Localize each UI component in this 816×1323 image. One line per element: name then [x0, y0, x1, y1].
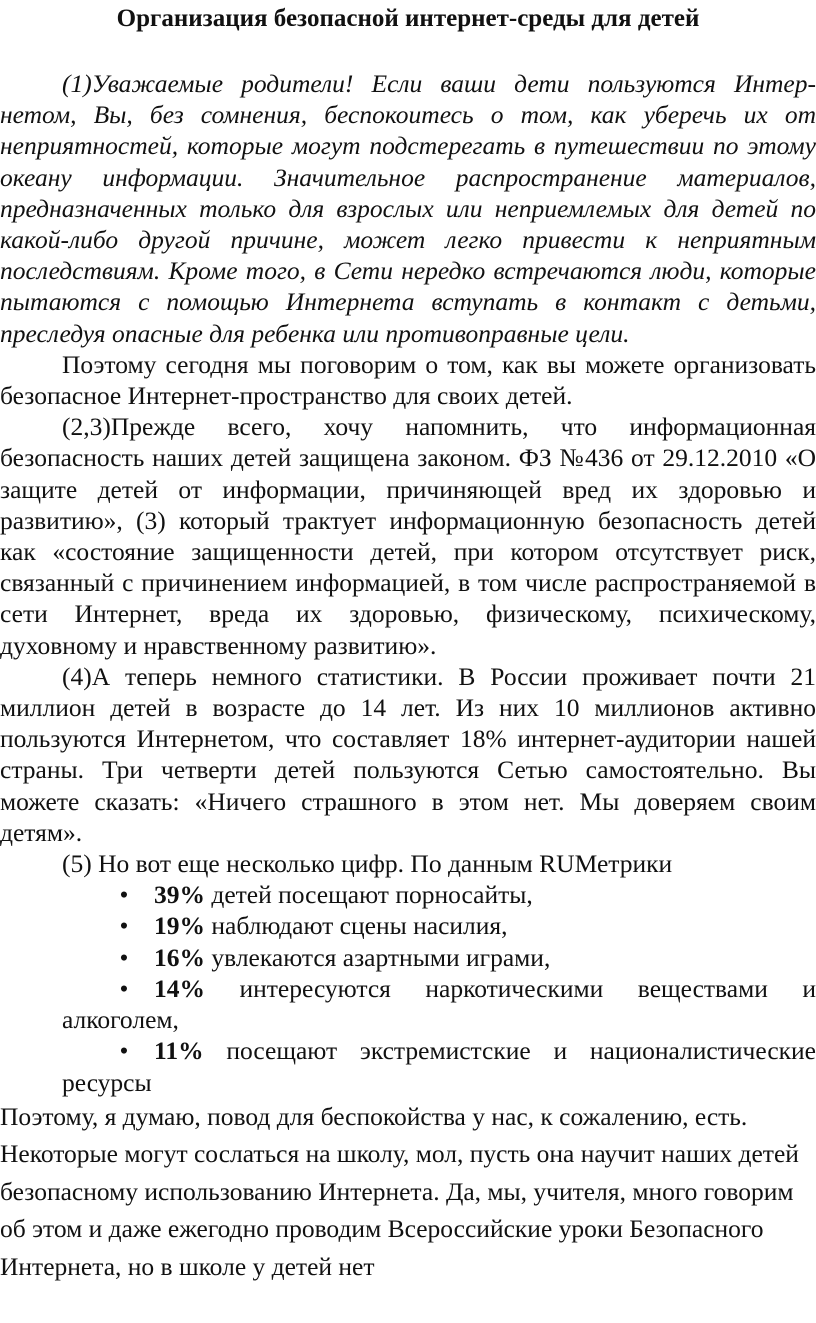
- bullet-icon: •: [119, 911, 129, 941]
- percent-value: 19%: [154, 911, 205, 941]
- list-item: [0, 942, 816, 973]
- statistics-list: [0, 879, 816, 1097]
- percent-value: 39%: [154, 880, 205, 910]
- intro-paragraph: (1)Уважаемые родители! Если ваши дети пользуются Интер-нетом, Вы, без сомнения, беспокоитесь о том, как уберечь их от неприятностей, которые могут подстерегать в путешествии по этому океану информации. Значительное распространение материалов, предназначенных только для взрослых или неприемлемых для детей по какой-либо другой причине, может легко привести к неприятным последствиям. Кроме того, в Сети нередко встречаются люди, которые пытаются с помощью Интернета вступать в контакт с детьми, преследуя опасные для ребенка или противоправные цели.: [0, 69, 816, 348]
- percent-value: 16%: [154, 942, 205, 972]
- paragraph-safe-space: Поэтому сегодня мы поговорим о том, как вы можете организовать безопасное Интернет-пространство для своих детей.: [0, 349, 816, 411]
- list-item-text: увлекаются азартными играми,: [205, 942, 551, 972]
- percent-value: 11%: [154, 1036, 204, 1066]
- bullet-icon: •: [119, 1036, 129, 1066]
- list-item: [0, 973, 816, 1035]
- list-item: [0, 910, 816, 941]
- list-item: [0, 879, 816, 910]
- bullet-icon: •: [119, 973, 129, 1003]
- paragraph-rumetrika: (5) Но вот еще несколько цифр. По данным RUМетрики: [62, 849, 673, 879]
- bullet-icon: •: [119, 880, 129, 910]
- document-title: Организация безопасной интернет-среды для детей: [116, 5, 700, 32]
- list-item-text: наблюдают сцены насилия,: [205, 911, 508, 941]
- bullet-icon: •: [119, 942, 129, 972]
- percent-value: 14%: [154, 973, 205, 1003]
- closing-paragraph: Поэтому, я думаю, повод для беспокойства у нас, к сожалению, есть. Некоторые могут сослаться на школу, мол, пусть она научит наших детей безопасному использованию Интернета. Да, мы, учителя, много говорим об этом и даже ежегодно проводим Всероссийские уроки Безопасного Интернета, но в школе у детей нет: [0, 1101, 799, 1281]
- list-item-text: посещают экстремистские и националистические ресурсы: [62, 1036, 816, 1097]
- paragraph-law: (2,3)Прежде всего, хочу напомнить, что информационная безопасность наших детей защищена законом. ФЗ №436 от 29.12.2010 «О защите детей от информации, причиняющей вред их здоровью и развитию», (3) который трактует информационную безопасность детей как «состояние защищенности детей, при котором отсутствует риск, связанный с причинением информацией, в том числе распространяемой в сети Интернет, вреда их здоровью, физическому, психическому, духовному и нравственному развитию».: [0, 412, 816, 660]
- paragraph-statistics: (4)А теперь немного статистики. В России проживает почти 21 миллион детей в возрасте до 14 лет. Из них 10 миллионов активно пользуются Интернетом, что составляет 18% интернет-аудитории нашей страны. Три четверти детей пользуются Сетью самостоятельно. Вы можете сказать: «Ничего страшного в этом нет. Мы доверяем своим детям».: [0, 661, 816, 847]
- list-item-text: интересуются наркотическими веществами и алкоголем,: [62, 973, 816, 1035]
- list-item: [0, 1035, 816, 1097]
- list-item-text: детей посещают порносайты,: [205, 880, 533, 910]
